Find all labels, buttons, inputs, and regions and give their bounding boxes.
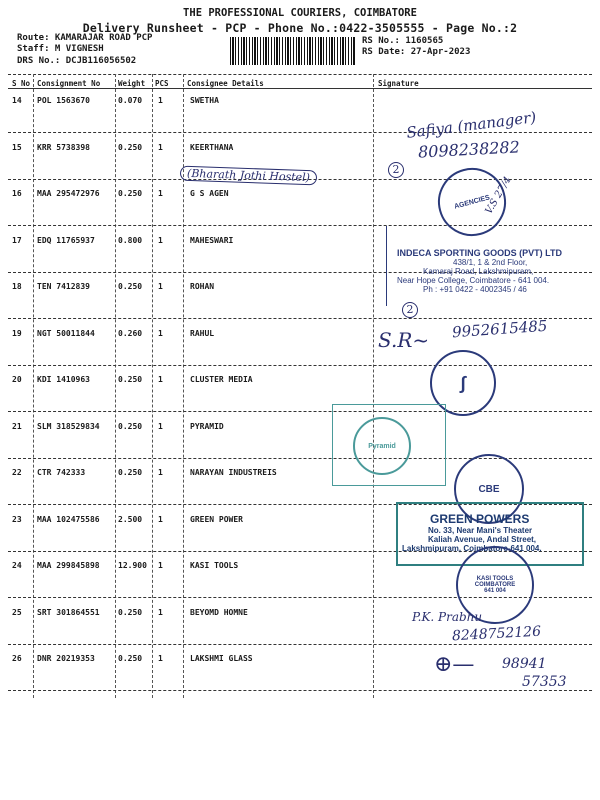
cell-pcs: 1 <box>158 468 163 477</box>
handwritten-number: 98941 <box>502 656 547 672</box>
cell-consignment-no: SLM 318529834 <box>37 421 100 431</box>
cell-pcs: 1 <box>158 235 163 245</box>
kasi-tools-text: KASI TOOLS <box>476 576 514 582</box>
row-separator <box>8 365 592 366</box>
cell-consignment-no: TEN 7412839 <box>37 282 90 291</box>
cell-consignee: MAHESWARI <box>190 235 234 245</box>
cell-sno: 25 <box>12 607 22 617</box>
col-divider <box>115 74 116 698</box>
green-powers-address-3: Lakshmipuram, Coimbatore-641 004. <box>402 544 542 553</box>
cell-consignment-no: POL 1563670 <box>37 96 90 105</box>
cell-pcs: 1 <box>158 607 163 617</box>
table-header-border <box>8 88 592 89</box>
page-title: THE PROFESSIONAL COURIERS, COIMBATORE <box>183 7 417 19</box>
cell-sno: 15 <box>12 142 22 152</box>
cell-sno: 20 <box>12 375 22 384</box>
cell-consignee: KASI TOOLS <box>190 561 239 570</box>
cell-consignee: SWETHA <box>190 96 219 105</box>
cell-sno: 14 <box>12 96 22 105</box>
cell-sno: 26 <box>12 654 22 663</box>
pin-text: 641 004 <box>484 588 506 594</box>
drs-label: DRS No.: DCJB116056502 <box>17 56 137 66</box>
cell-sno: 18 <box>12 282 22 291</box>
cell-pcs: 1 <box>158 421 163 431</box>
staff-label: Staff: M VIGNESH <box>17 44 104 54</box>
cell-weight: 0.250 <box>118 607 143 617</box>
indeca-address-1: 438/1, 1 & 2nd Floor, <box>453 258 528 267</box>
cell-consignee: PYRAMID <box>190 421 224 431</box>
cell-pcs: 1 <box>158 282 163 291</box>
rs-no-label: RS No.: 1160565 <box>362 36 444 46</box>
col-header-consignment: Consignment No <box>37 79 101 88</box>
cell-sno: 23 <box>12 514 22 524</box>
cell-consignee: NARAYAN INDUSTREIS <box>190 468 277 477</box>
handwritten-phone: 8248752126 <box>451 623 542 645</box>
cell-weight: 0.250 <box>118 375 143 384</box>
row-separator <box>8 690 592 691</box>
cell-consignee: CLUSTER MEDIA <box>190 375 253 384</box>
table-top-border <box>8 74 592 75</box>
rs-date-label: RS Date: 27-Apr-2023 <box>362 47 471 57</box>
indeca-address-2: Kamaraj Road, Lakshmipuram, <box>423 267 534 276</box>
cbe-text: CBE <box>478 483 500 495</box>
cell-sno: 19 <box>12 328 22 338</box>
seal-signature: V.S 27/4 <box>483 174 514 217</box>
cell-consignment-no: KDI 1410963 <box>37 375 90 384</box>
pyramid-text: Pyramid <box>368 442 396 450</box>
cell-weight: 0.250 <box>118 654 143 663</box>
route-label: Route: KAMARAJAR ROAD PCP <box>17 33 153 43</box>
cell-consignee: RAHUL <box>190 328 215 338</box>
handwritten-phone: 8098238282 <box>417 137 521 162</box>
col-header-consignee: Consignee Details <box>187 79 264 88</box>
indeca-address-3: Near Hope College, Coimbatore - 641 004. <box>397 276 550 285</box>
circled-number: 2 <box>402 302 418 318</box>
cell-consignment-no: KRR 5738398 <box>37 142 90 152</box>
col-header-weight: Weight <box>118 79 146 88</box>
cell-weight: 0.070 <box>118 96 143 105</box>
pyramid-stamp <box>332 404 446 486</box>
cell-consignee: GREEN POWER <box>190 514 243 524</box>
col-divider <box>152 74 153 698</box>
cell-weight: 0.800 <box>118 235 143 245</box>
cell-pcs: 1 <box>158 96 163 105</box>
agencies-text: AGENCIES <box>453 193 491 211</box>
handwritten-name: Safiya (manager) <box>405 108 538 142</box>
green-powers-address-1: No. 33, Near Mani's Theater <box>428 526 533 535</box>
cell-consignee: ROHAN <box>190 282 215 291</box>
cell-consignee: BEYOMD HOMNE <box>190 607 248 617</box>
cell-weight: 0.260 <box>118 328 143 338</box>
cell-consignee: KEERTHANA <box>190 142 234 152</box>
indeca-stamp <box>386 226 597 306</box>
cell-consignment-no: MAA 299845898 <box>37 561 100 570</box>
cell-consignment-no: EDQ 11765937 <box>37 235 95 245</box>
rahul-signature: S.R~ <box>378 328 430 352</box>
handwritten-number: 57353 <box>522 674 567 690</box>
green-powers-address-2: Kaliah Avenue, Andal Street, <box>428 535 537 544</box>
cell-consignment-no: NGT 50011844 <box>37 328 95 338</box>
cell-sno: 24 <box>12 561 22 570</box>
seal-signature: ∫ <box>460 372 466 393</box>
row-separator <box>8 644 592 645</box>
cell-consignment-no: MAA 295472976 <box>37 189 100 198</box>
cell-sno: 16 <box>12 189 22 198</box>
cell-weight: 0.250 <box>118 282 143 291</box>
cell-consignee: G S AGEN <box>190 189 229 198</box>
cell-consignment-no: DNR 20219353 <box>37 654 95 663</box>
cell-weight: 2.500 <box>118 514 143 524</box>
cell-sno: 17 <box>12 235 22 245</box>
cell-consignee: LAKSHMI GLASS <box>190 654 253 663</box>
signature-mark: ⊕— <box>434 652 475 677</box>
cell-pcs: 1 <box>158 328 163 338</box>
indeca-name: INDECA SPORTING GOODS (PVT) LTD <box>397 248 563 258</box>
cell-sno: 21 <box>12 421 22 431</box>
cell-weight: 0.250 <box>118 421 143 431</box>
cell-weight: 0.250 <box>118 142 143 152</box>
barcode <box>230 37 355 65</box>
page-subtitle: Delivery Runsheet - PCP - Phone No.:0422-3505555 - Page No.:2 <box>82 21 518 35</box>
green-powers-name: GREEN POWERS <box>430 512 530 526</box>
cell-weight: 0.250 <box>118 189 143 198</box>
col-divider <box>373 74 374 698</box>
cell-consignment-no: SRT 301864551 <box>37 607 100 617</box>
cell-weight: 0.250 <box>118 468 143 477</box>
cell-pcs: 1 <box>158 375 163 384</box>
row-separator <box>8 411 592 412</box>
col-header-pcs: PCS <box>155 79 169 88</box>
coimbatore-text: COIMBATORE <box>474 582 516 588</box>
cell-pcs: 1 <box>158 514 163 524</box>
cell-weight: 12.900 <box>118 561 147 570</box>
cell-consignment-no: CTR 742333 <box>37 468 86 477</box>
col-header-sno: S No <box>12 79 31 88</box>
cell-sno: 22 <box>12 468 22 477</box>
handwritten-name: P.K. Prabhu <box>412 610 483 624</box>
indeca-phone: Ph : +91 0422 - 4002345 / 46 <box>423 285 527 294</box>
circled-number: 2 <box>388 162 404 178</box>
col-divider <box>33 74 34 698</box>
cell-consignment-no: MAA 102475586 <box>37 514 100 524</box>
col-header-signature: Signature <box>378 79 419 88</box>
cell-pcs: 1 <box>158 654 163 663</box>
cell-pcs: 1 <box>158 142 163 152</box>
row-separator <box>8 132 592 133</box>
pyramid-seal <box>353 417 411 475</box>
handwritten-hostel: (Bharath Jothi Hostel) <box>180 166 317 186</box>
cell-pcs: 1 <box>158 561 163 570</box>
handwritten-phone: 9952615485 <box>451 316 548 342</box>
cell-pcs: 1 <box>158 189 163 198</box>
